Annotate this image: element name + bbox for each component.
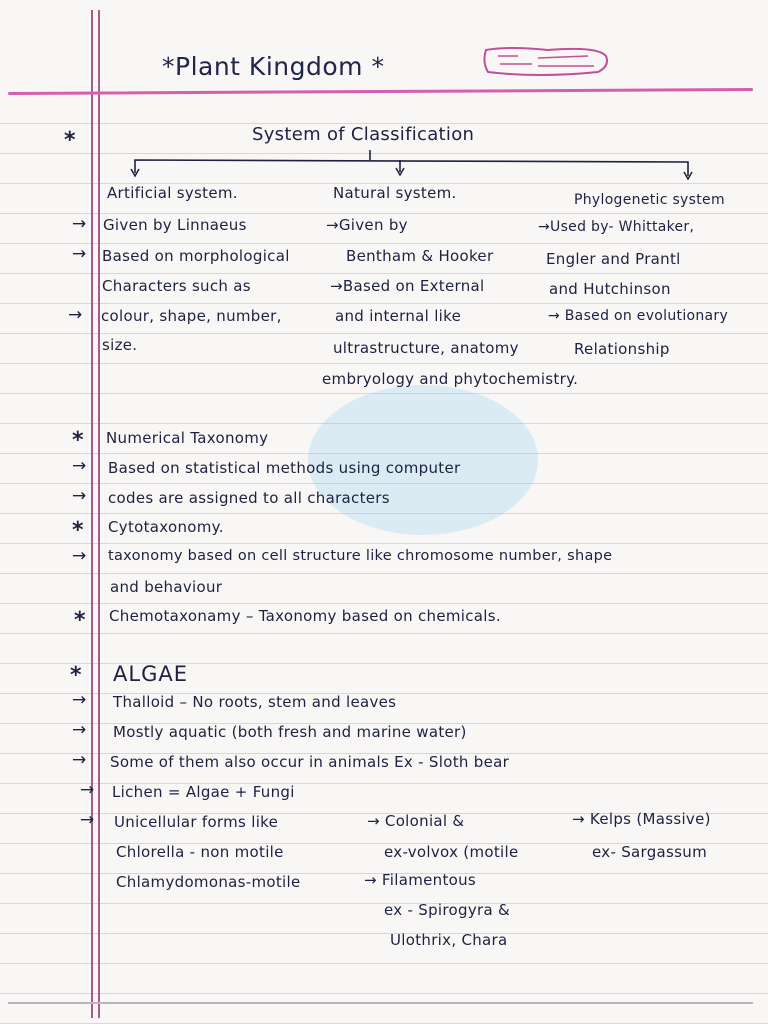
taxonomy-line: taxonomy based on cell structure like chromosome number, shape (108, 548, 613, 564)
artificial-line: Given by Linnaeus (103, 216, 247, 234)
phylogenetic-line: Relationship (574, 340, 670, 358)
sargassum-example: ex- Sargassum (592, 843, 708, 861)
bullet-star: * (72, 428, 84, 453)
algae-line: Mostly aquatic (both fresh and marine water) (113, 723, 467, 741)
numerical-taxonomy-heading: Numerical Taxonomy (106, 429, 269, 447)
bullet-star: * (70, 663, 82, 688)
arrow-marker: → (72, 690, 87, 710)
natural-line: Bentham & Hooker (346, 247, 494, 265)
algae-heading: ALGAE (113, 662, 188, 686)
artificial-system-heading: Artificial system. (107, 184, 238, 202)
phylogenetic-system-heading: Phylogenetic system (574, 192, 725, 208)
bullet-star: * (72, 518, 84, 543)
algae-line: Lichen = Algae + Fungi (112, 783, 295, 801)
natural-line: →Given by (326, 216, 408, 234)
cytotaxonomy-heading: Cytotaxonomy. (108, 518, 224, 536)
arrow-marker: → (72, 546, 87, 566)
natural-line: embryology and phytochemistry. (322, 370, 579, 388)
artificial-line: Characters such as (102, 277, 251, 295)
chlorella-example: Chlorella - non motile (116, 843, 284, 861)
chlamydomonas-example: Chlamydomonas-motile (116, 873, 301, 891)
arrow-marker: → (72, 750, 87, 770)
artificial-line: colour, shape, number, (101, 307, 282, 325)
phylogenetic-line: → Based on evolutionary (548, 308, 729, 324)
arrow-marker: → (72, 720, 87, 740)
algae-line: Some of them also occur in animals Ex - Sloth bear (110, 753, 510, 771)
algae-line: Thalloid – No roots, stem and leaves (113, 693, 397, 711)
arrow-marker: → (72, 244, 87, 264)
artificial-line: Based on morphological (102, 247, 290, 265)
phylogenetic-line: Engler and Prantl (546, 250, 681, 268)
arrow-marker: → (80, 780, 95, 800)
phylogenetic-line: →Used by- Whittaker, (538, 219, 695, 235)
natural-system-heading: Natural system. (333, 184, 457, 202)
bottom-rule (8, 1002, 753, 1004)
kelps-forms: → Kelps (Massive) (572, 810, 711, 828)
arrow-marker: → (72, 214, 87, 234)
classification-brace-icon (0, 0, 768, 200)
classification-heading: System of Classification (252, 124, 475, 145)
arrow-marker: → (72, 486, 87, 506)
colonial-forms: → Colonial & (367, 812, 465, 830)
filamentous-forms: → Filamentous (364, 871, 477, 889)
volvox-example: ex-volvox (motile (384, 843, 519, 861)
phylogenetic-line: and Hutchinson (549, 280, 671, 298)
arrow-marker: → (80, 810, 95, 830)
arrow-marker: → (72, 456, 87, 476)
bullet-star: * (74, 608, 86, 633)
spirogyra-example: ex - Spirogyra & (384, 901, 511, 919)
unicellular-forms: Unicellular forms like (114, 813, 279, 831)
artificial-line: size. (102, 336, 138, 354)
ulothrix-example: Ulothrix, Chara (390, 931, 508, 949)
taxonomy-line: codes are assigned to all characters (108, 489, 390, 507)
natural-line: ultrastructure, anatomy (333, 339, 519, 357)
taxonomy-line: Based on statistical methods using computer (108, 459, 461, 477)
natural-line: and internal like (335, 307, 462, 325)
bullet-star: * (64, 128, 76, 153)
chemotaxonomy-heading: Chemotaxonamy – Taxonomy based on chemicals. (109, 607, 501, 625)
natural-line: →Based on External (330, 277, 485, 295)
taxonomy-line: and behaviour (110, 578, 223, 596)
page-title: *Plant Kingdom * (162, 52, 385, 81)
arrow-marker: → (68, 305, 83, 325)
